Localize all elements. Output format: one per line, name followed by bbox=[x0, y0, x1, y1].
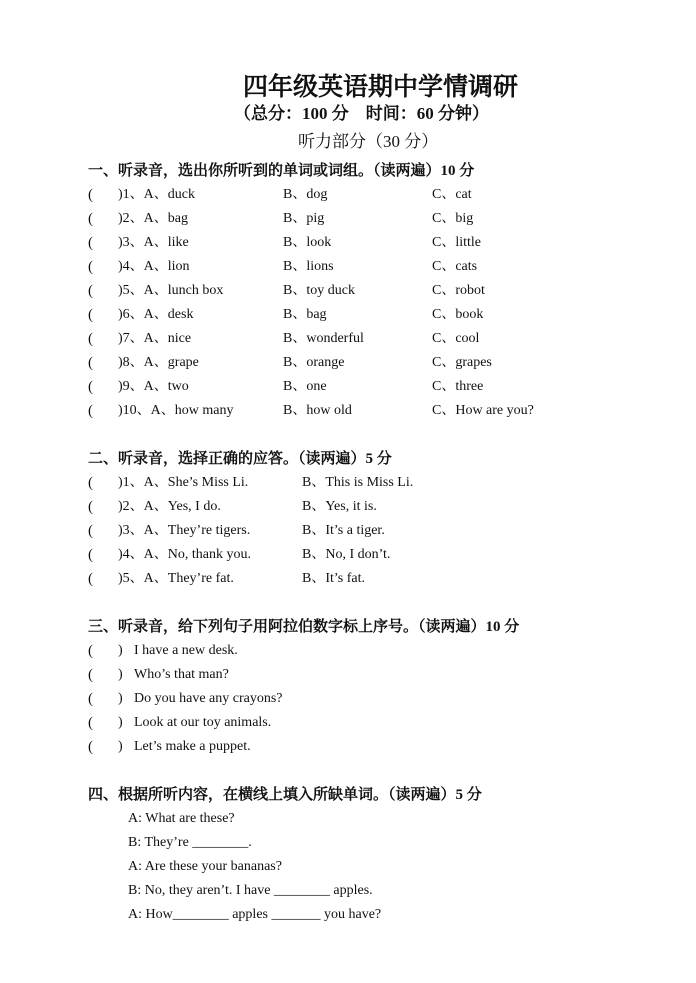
question-number: 1、 bbox=[122, 475, 144, 490]
answer-bracket-close: ) bbox=[118, 523, 123, 538]
ordering-row bbox=[88, 687, 648, 711]
answer-bracket-open: ( bbox=[88, 283, 93, 299]
answer-bracket-open: ( bbox=[88, 643, 93, 659]
ordering-sentence: Let’s make a puppet. bbox=[134, 739, 251, 754]
answer-bracket-close: ) bbox=[118, 379, 123, 394]
question-number: 4、 bbox=[122, 259, 144, 274]
question-number: 9、 bbox=[122, 379, 144, 394]
question-row bbox=[88, 207, 648, 231]
section-4-heading: 四、根据所听内容，在横线上填入所缺单词。（读两遍）5 分 bbox=[88, 787, 482, 803]
option-c: C、big bbox=[432, 211, 474, 226]
option-a: A、duck bbox=[143, 187, 195, 202]
question-lead bbox=[118, 399, 234, 423]
question-lead bbox=[118, 495, 221, 519]
answer-bracket-open: ( bbox=[88, 235, 93, 251]
question-lead bbox=[118, 543, 251, 567]
option-b: B、toy duck bbox=[283, 283, 355, 298]
option-c: C、robot bbox=[432, 283, 485, 298]
option-b: B、orange bbox=[283, 355, 345, 370]
option-b: B、It’s fat. bbox=[302, 571, 365, 586]
ordering-sentence: Who’s that man? bbox=[134, 667, 229, 682]
ordering-row bbox=[88, 711, 648, 735]
option-a: A、She’s Miss Li. bbox=[143, 475, 249, 490]
answer-bracket-open: ( bbox=[88, 547, 93, 563]
answer-bracket-close: ) bbox=[118, 475, 123, 490]
question-number: 2、 bbox=[122, 499, 144, 514]
question-lead bbox=[118, 255, 190, 279]
answer-bracket-open: ( bbox=[88, 187, 93, 203]
question-lead bbox=[118, 567, 234, 591]
question-lead bbox=[118, 375, 189, 399]
option-c: C、grapes bbox=[432, 355, 492, 370]
section-spacer bbox=[88, 759, 648, 783]
option-b: B、wonderful bbox=[283, 331, 364, 346]
ordering-row bbox=[88, 735, 648, 759]
dialogue-line: A: What are these? bbox=[128, 811, 235, 826]
option-a: A、lion bbox=[143, 259, 190, 274]
section-2-heading: 二、听录音，选择正确的应答。（读两遍）5 分 bbox=[88, 451, 392, 467]
question-lead bbox=[118, 471, 248, 495]
option-a: A、grape bbox=[143, 355, 199, 370]
option-a: A、nice bbox=[143, 331, 192, 346]
option-a: A、They’re fat. bbox=[143, 571, 234, 586]
question-row bbox=[88, 279, 648, 303]
answer-bracket-open: ( bbox=[88, 475, 93, 491]
question-number: 3、 bbox=[122, 235, 144, 250]
answer-bracket-open: ( bbox=[88, 307, 93, 323]
answer-bracket-close: ) bbox=[118, 403, 123, 418]
answer-bracket-open: ( bbox=[88, 667, 93, 683]
option-b: B、bag bbox=[283, 307, 327, 322]
answer-bracket-open: ( bbox=[88, 379, 93, 395]
dialogue-line: B: They’re ________. bbox=[128, 835, 252, 850]
answer-bracket-close: ) bbox=[118, 643, 123, 658]
option-c: C、three bbox=[432, 379, 484, 394]
section-1-heading: 一、听录音，选出你所听到的单词或词组。（读两遍）10 分 bbox=[88, 163, 475, 179]
exam-score-time: （总分：100 分 时间：60 分钟） bbox=[234, 104, 489, 123]
question-row bbox=[88, 327, 648, 351]
option-b: B、This is Miss Li. bbox=[302, 475, 414, 490]
question-lead bbox=[118, 351, 199, 375]
answer-bracket-close: ) bbox=[118, 739, 123, 754]
option-b: B、Yes, it is. bbox=[302, 499, 377, 514]
question-row bbox=[88, 183, 648, 207]
question-row bbox=[88, 255, 648, 279]
exam-content bbox=[88, 159, 648, 927]
option-c: C、book bbox=[432, 307, 484, 322]
listening-part-header: 听力部分（30 分） bbox=[298, 132, 439, 151]
option-b: B、No, I don’t. bbox=[302, 547, 391, 562]
question-lead bbox=[118, 303, 193, 327]
dialogue-line: B: No, they aren’t. I have ________ apples. bbox=[128, 883, 373, 898]
answer-bracket-close: ) bbox=[118, 235, 123, 250]
question-row bbox=[88, 351, 648, 375]
answer-bracket-close: ) bbox=[118, 715, 123, 730]
answer-bracket-open: ( bbox=[88, 259, 93, 275]
section-3-heading: 三、听录音，给下列句子用阿拉伯数字标上序号。（读两遍）10 分 bbox=[88, 619, 520, 635]
question-lead bbox=[118, 207, 188, 231]
question-row bbox=[88, 495, 648, 519]
answer-bracket-open: ( bbox=[88, 691, 93, 707]
answer-bracket-close: ) bbox=[118, 187, 123, 202]
question-number: 6、 bbox=[122, 307, 144, 322]
dialogue-line: A: How________ apples _______ you have? bbox=[128, 907, 382, 922]
ordering-sentence: Look at our toy animals. bbox=[134, 715, 272, 730]
answer-bracket-open: ( bbox=[88, 499, 93, 515]
question-number: 8、 bbox=[122, 355, 144, 370]
answer-bracket-open: ( bbox=[88, 403, 93, 419]
question-lead bbox=[118, 183, 195, 207]
question-number: 5、 bbox=[122, 283, 144, 298]
question-lead bbox=[118, 327, 191, 351]
question-row bbox=[88, 519, 648, 543]
option-c: C、How are you? bbox=[432, 403, 534, 418]
option-b: B、It’s a tiger. bbox=[302, 523, 385, 538]
section-spacer bbox=[88, 591, 648, 615]
answer-bracket-close: ) bbox=[118, 283, 123, 298]
option-a: A、lunch box bbox=[143, 283, 224, 298]
question-lead bbox=[118, 231, 189, 255]
question-number: 1、 bbox=[122, 187, 144, 202]
option-a: A、No, thank you. bbox=[143, 547, 251, 562]
option-b: B、look bbox=[283, 235, 332, 250]
option-a: A、like bbox=[143, 235, 189, 250]
ordering-sentence: I have a new desk. bbox=[134, 643, 238, 658]
ordering-sentence: Do you have any crayons? bbox=[134, 691, 283, 706]
answer-bracket-open: ( bbox=[88, 211, 93, 227]
question-number: 7、 bbox=[122, 331, 144, 346]
option-a: A、Yes, I do. bbox=[143, 499, 221, 514]
question-row bbox=[88, 375, 648, 399]
question-number: 2、 bbox=[122, 211, 144, 226]
question-lead bbox=[118, 519, 250, 543]
question-row bbox=[88, 471, 648, 495]
answer-bracket-close: ) bbox=[118, 331, 123, 346]
answer-bracket-close: ) bbox=[118, 499, 123, 514]
answer-bracket-open: ( bbox=[88, 331, 93, 347]
answer-bracket-close: ) bbox=[118, 547, 123, 562]
option-a: A、They’re tigers. bbox=[143, 523, 251, 538]
answer-bracket-open: ( bbox=[88, 571, 93, 587]
ordering-row bbox=[88, 663, 648, 687]
option-c: C、cool bbox=[432, 331, 480, 346]
option-c: C、little bbox=[432, 235, 481, 250]
option-c: C、cat bbox=[432, 187, 472, 202]
answer-bracket-close: ) bbox=[118, 355, 123, 370]
answer-bracket-close: ) bbox=[118, 691, 123, 706]
option-a: A、bag bbox=[143, 211, 188, 226]
option-b: B、how old bbox=[283, 403, 352, 418]
answer-bracket-close: ) bbox=[118, 211, 123, 226]
dialogue-line: A: Are these your bananas? bbox=[128, 859, 282, 874]
answer-bracket-close: ) bbox=[118, 307, 123, 322]
question-number: 3、 bbox=[122, 523, 144, 538]
exam-title: 四年级英语期中学情调研 bbox=[243, 74, 519, 101]
answer-bracket-close: ) bbox=[118, 667, 123, 682]
question-number: 5、 bbox=[122, 571, 144, 586]
question-row bbox=[88, 567, 648, 591]
section-spacer bbox=[88, 423, 648, 447]
question-lead bbox=[118, 279, 223, 303]
option-b: B、pig bbox=[283, 211, 325, 226]
option-a: A、how many bbox=[150, 403, 234, 418]
answer-bracket-close: ) bbox=[118, 259, 123, 274]
question-row bbox=[88, 399, 648, 423]
answer-bracket-open: ( bbox=[88, 523, 93, 539]
answer-bracket-close: ) bbox=[118, 571, 123, 586]
option-b: B、lions bbox=[283, 259, 334, 274]
option-b: B、dog bbox=[283, 187, 328, 202]
question-row bbox=[88, 231, 648, 255]
question-number: 4、 bbox=[122, 547, 144, 562]
option-a: A、desk bbox=[143, 307, 194, 322]
question-row bbox=[88, 543, 648, 567]
question-row bbox=[88, 303, 648, 327]
option-a: A、two bbox=[143, 379, 189, 394]
option-c: C、cats bbox=[432, 259, 478, 274]
ordering-row bbox=[88, 639, 648, 663]
question-number: 10、 bbox=[122, 403, 151, 418]
answer-bracket-open: ( bbox=[88, 355, 93, 371]
answer-bracket-open: ( bbox=[88, 739, 93, 755]
answer-bracket-open: ( bbox=[88, 715, 93, 731]
option-b: B、one bbox=[283, 379, 327, 394]
